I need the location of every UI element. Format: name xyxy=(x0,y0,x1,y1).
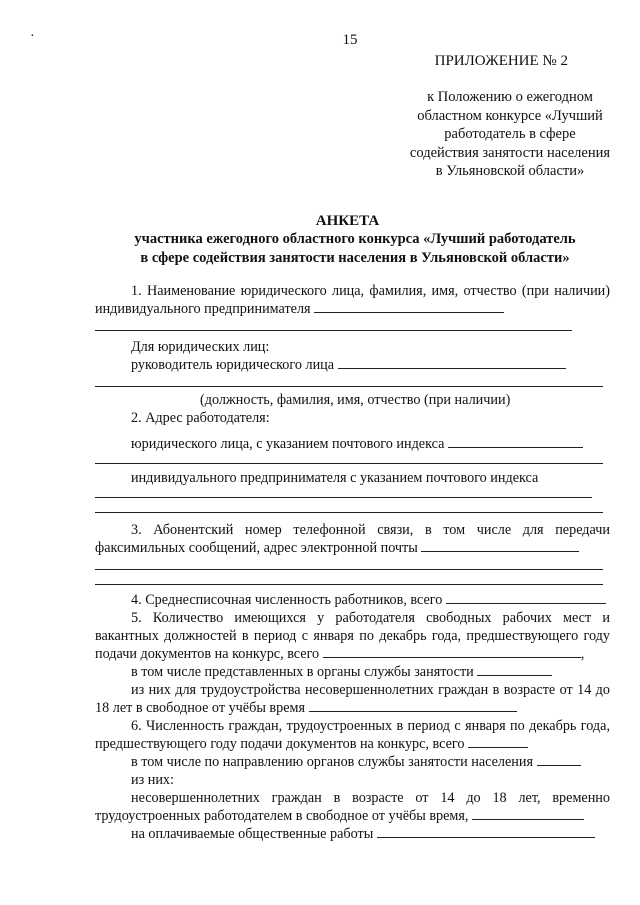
question-6-sub-3 xyxy=(95,789,610,825)
question-6-sub-4 xyxy=(95,825,610,843)
contacts-blank[interactable] xyxy=(421,539,579,552)
question-5-sub-1-text: в том числе представленных в органы службы занятости xyxy=(131,664,474,680)
org-name-blank[interactable] xyxy=(314,300,504,313)
head-of-entity-hint: (должность, фамилия, имя, отчество (при наличии) xyxy=(200,392,511,408)
question-4 xyxy=(95,591,610,609)
question-5-sub-2 xyxy=(95,681,610,717)
legal-address-blank[interactable] xyxy=(448,435,583,448)
page-number: 15 xyxy=(342,32,358,48)
question-6-sub-4-text: на оплачиваемые общественные работы xyxy=(131,826,374,842)
scan-dot: · xyxy=(30,29,35,44)
appendix-line: в Ульяновской области» xyxy=(435,163,585,179)
employed-by-service-blank[interactable] xyxy=(537,753,581,766)
form-subtitle xyxy=(95,230,615,268)
head-of-entity-blank-line[interactable] xyxy=(95,386,603,387)
legal-entities-label: Для юридических лиц: xyxy=(131,339,270,355)
head-of-entity-row xyxy=(95,356,610,374)
question-5-comma: , xyxy=(580,646,585,662)
question-1 xyxy=(95,282,610,318)
question-5-sub-1 xyxy=(95,663,610,681)
question-6-sub-1 xyxy=(95,753,610,771)
headcount-blank[interactable] xyxy=(446,591,606,604)
employed-total-blank[interactable] xyxy=(468,735,528,748)
subtitle-line-1: участника ежегодного областного конкурса «Лучший работодатель xyxy=(134,231,576,247)
question-6-sub-2: из них: xyxy=(131,772,174,788)
question-2-individual: индивидуального предпринимателя с указанием почтового индекса xyxy=(131,470,539,486)
appendix-line: содействия занятости населения xyxy=(409,144,611,161)
question-5 xyxy=(95,609,610,663)
question-6-sub-3-text: несовершеннолетних граждан в возрасте от 14 до 18 лет, временно трудоустроенных работодателем в свободное от учёбы время, xyxy=(95,790,610,824)
question-2-legal-label: юридического лица, с указанием почтового индекса xyxy=(131,436,445,452)
question-2-legal-row xyxy=(95,435,610,453)
employed-minors-blank[interactable] xyxy=(472,807,584,820)
vacancies-employment-service-blank[interactable] xyxy=(477,663,552,676)
head-of-entity-blank[interactable] xyxy=(338,356,566,369)
question-6-text: 6. Численность граждан, трудоустроенных в период с января по декабрь года, предшествующего году подачи документов на конкурс, всего xyxy=(95,718,610,752)
form-title: АНКЕТА xyxy=(315,213,380,229)
question-3 xyxy=(95,521,610,557)
head-of-entity-label: руководитель юридического лица xyxy=(131,357,335,373)
legal-address-blank-line[interactable] xyxy=(95,463,603,464)
appendix-line: областном конкурсе «Лучший xyxy=(417,107,603,124)
appendix-reference xyxy=(390,88,630,181)
question-1-text: 1. Наименование юридического лица, фамилия, имя, отчество (при наличии) индивидуального предпринимателя xyxy=(95,283,610,317)
question-5-sub-2-text: из них для трудоустройства несовершеннолетних граждан в возрасте от 14 до 18 лет в свободное от учёбы время xyxy=(95,682,610,716)
question-5-text: 5. Количество имеющихся у работодателя свободных рабочих мест и вакантных должностей в период с января по декабрь года, предшествующего году подачи документов на конкурс, всего xyxy=(95,610,610,662)
question-2: 2. Адрес работодателя: xyxy=(131,410,270,426)
question-4-text: 4. Среднесписочная численность работников, всего xyxy=(131,592,443,608)
vacancies-blank[interactable] xyxy=(323,645,581,658)
question-6 xyxy=(95,717,610,753)
vacancies-minors-blank[interactable] xyxy=(309,699,517,712)
subtitle-line-2: в сфере содействия занятости населения в Ульяновской области» xyxy=(140,250,570,266)
question-3-text: 3. Абонентский номер телефонной связи, в том числе для передачи факсимильных сообщений, адрес электронной почты xyxy=(95,522,610,556)
appendix-line: к Положению о ежегодном xyxy=(427,89,593,105)
form-body xyxy=(95,282,610,843)
public-works-blank[interactable] xyxy=(377,825,595,838)
appendix-label: ПРИЛОЖЕНИЕ № 2 xyxy=(434,53,568,69)
appendix-line: работодатель в сфере xyxy=(444,126,576,142)
question-6-sub-1-text: в том числе по направлению органов службы занятости населения xyxy=(131,754,533,770)
